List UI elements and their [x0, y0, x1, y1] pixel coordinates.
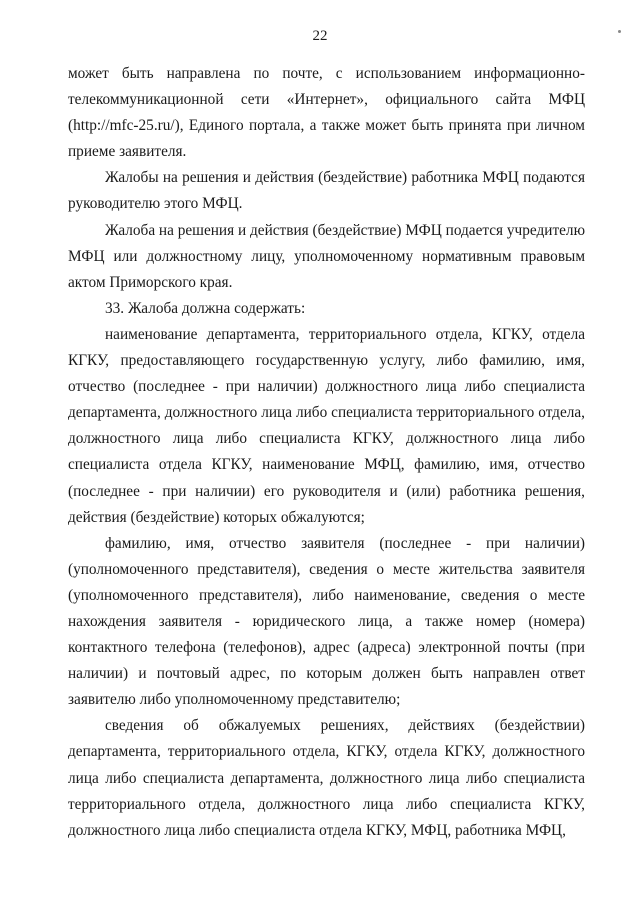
page-number: 22: [312, 28, 328, 44]
paragraph-department-name: наименование департамента, территориального отдела, КГКУ, отдела КГКУ, предоставляющего государственную услугу, либо фамилию, имя, отчество (последнее - при наличии) должностного лица либо специалиста департамента, должностного лица либо специалиста территориального отдела, должностного лица либо специалиста КГКУ, должностного лица либо специалиста отдела КГКУ, наименование МФЦ, фамилию, имя, отчество (последнее - при наличии) его руководителя и (или) работника решения, действия (бездействие) которых обжалуются;: [68, 325, 585, 526]
paragraph-complaint-channels: может быть направлена по почте, с использованием информационно-телекоммуникационной сети «Интернет», официального сайта МФЦ (http://mfc-25.ru/), Единого портала, а также может быть принята при личном приеме заявителя.: [68, 65, 585, 161]
paragraph-mfc-employee-complaints: Жалобы на решения и действия (бездействие) работника МФЦ подаются руководителю этого МФЦ.: [68, 169, 585, 213]
scan-dot-mark: [618, 30, 621, 33]
document-body: [68, 61, 585, 844]
paragraph-clause-33: 33. Жалоба должна содержать:: [105, 299, 306, 317]
paragraph-mfc-complaints: Жалоба на решения и действия (бездействие) МФЦ подается учредителю МФЦ или должностному лицу, уполномоченному нормативным правовым актом Приморского края.: [68, 221, 585, 291]
paragraph-applicant-info: фамилию, имя, отчество заявителя (последнее - при наличии) (уполномоченного представителя), сведения о месте жительства заявителя (уполномоченного представителя), либо наименование, сведения о месте нахождения заявителя - юридического лица, а также номер (номера) контактного телефона (телефонов), адрес (адреса) электронной почты (при наличии) и почтовый адрес, по которым должен быть направлен ответ заявителю либо уполномоченному представителю;: [68, 534, 585, 709]
paragraph-appealed-decisions: сведения об обжалуемых решениях, действиях (бездействии) департамента, территориального отдела, КГКУ, отдела КГКУ, должностного лица либо специалиста департамента, должностного лица либо специалиста территориального отдела, должностного лица либо специалиста КГКУ, должностного лица либо специалиста отдела КГКУ, МФЦ, работника МФЦ,: [68, 717, 585, 839]
